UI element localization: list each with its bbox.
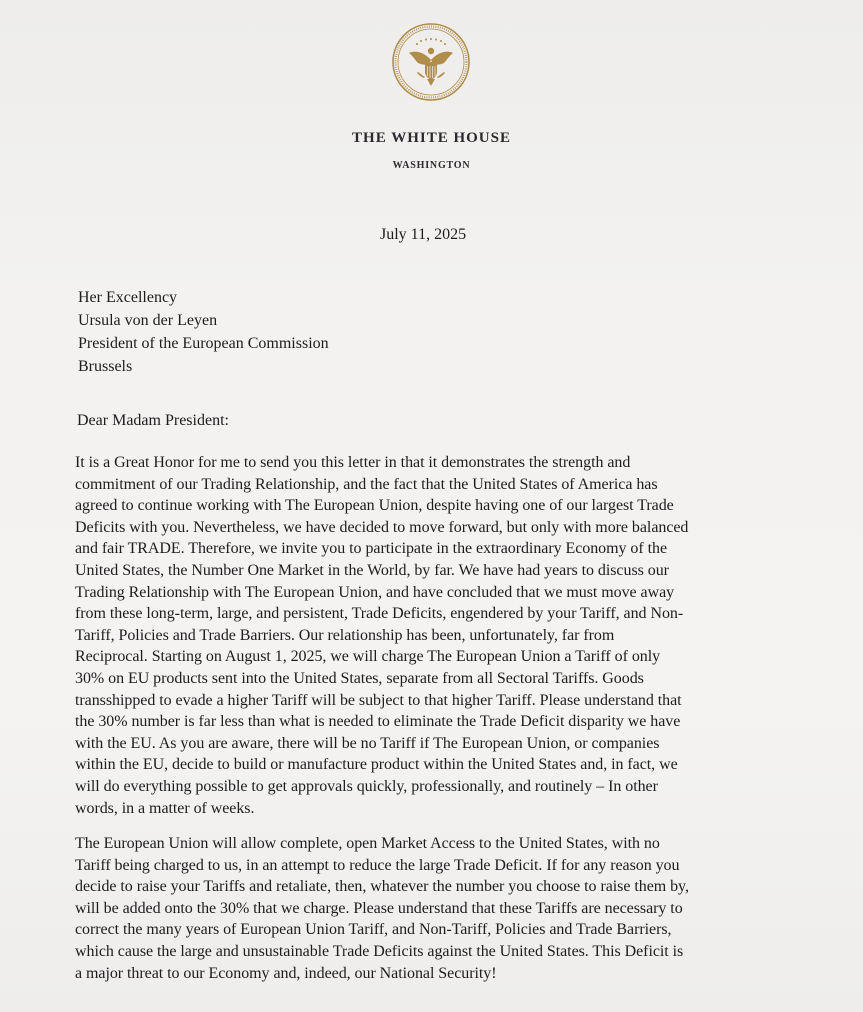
recipient-address	[78, 286, 329, 378]
paragraph-line: will be added onto the 30% that we charge. Please understand that these Tariffs are necessary to	[75, 899, 683, 917]
paragraph-line: It is a Great Honor for me to send you this letter in that it demonstrates the strength and	[75, 454, 631, 471]
paragraph-line: 30% on EU products sent into the United States, separate from all Sectoral Tariffs. Goods	[75, 669, 644, 687]
paragraph-line: which cause the large and unsustainable Trade Deficits against the United States. This Deficit is	[75, 942, 684, 960]
paragraph-line: with the EU. As you are aware, there will be no Tariff if The European Union, or companies	[75, 734, 660, 752]
paragraph-line: Tariff being charged to us, in an attempt to reduce the large Trade Deficit. If for any reason you	[75, 856, 680, 874]
paragraph-line: Tariff, Policies and Trade Barriers. Our relationship has been, unfortunately, far from	[75, 626, 615, 644]
salutation: Dear Madam President:	[77, 412, 229, 429]
paragraph-line: and fair TRADE. Therefore, we invite you to participate in the extraordinary Economy of the	[75, 540, 667, 558]
paragraph-line: The European Union will allow complete, open Market Access to the United States, with no	[75, 835, 660, 852]
paragraph-line: transshipped to evade a higher Tariff will be subject to that higher Tariff. Please understand that	[75, 691, 682, 709]
recipient-line: Her Excellency	[78, 289, 178, 306]
paragraph-line: Reciprocal. Starting on August 1, 2025, we will charge The European Union a Tariff of only	[75, 648, 661, 666]
paragraph-line: commitment of our Trading Relationship, and the fact that the United States of America has	[75, 475, 658, 493]
paragraph-line: agreed to continue working with The European Union, despite having one of our largest Trade	[75, 497, 674, 515]
paragraph-line: correct the many years of European Union Tariff, and Non-Tariff, Policies and Trade Barriers,	[75, 921, 672, 939]
letterhead-title: THE WHITE HOUSE	[352, 130, 511, 146]
paragraph-line: from these long-term, large, and persistent, Trade Deficits, engendered by your Tariff, and Non-	[75, 605, 684, 623]
recipient-line: President of the European Commission	[78, 335, 329, 352]
recipient-line: Brussels	[78, 358, 133, 375]
paragraph-line: United States, the Number One Market in the World, by far. We have had years to discuss our	[75, 561, 669, 579]
paragraph-line: will do everything possible to get approvals quickly, professionally, and routinely – In other	[75, 777, 658, 795]
paragraph-line: words, in a matter of weeks.	[75, 799, 255, 817]
paragraph-line: Trading Relationship with The European Union, and have concluded that we must move away	[75, 583, 675, 601]
letter-date: July 11, 2025	[380, 226, 467, 243]
recipient-line: Ursula von der Leyen	[78, 312, 218, 329]
body-paragraph-1	[75, 452, 850, 819]
presidential-seal-icon	[391, 22, 471, 102]
body-paragraph-2	[75, 833, 850, 984]
paragraph-line: Deficits with you. Nevertheless, we have decided to move forward, but only with more balanced	[75, 518, 689, 536]
paragraph-line: decide to raise your Tariffs and retaliate, then, whatever the number you choose to raise them by,	[75, 878, 689, 896]
paragraph-line: within the EU, decide to build or manufacture product within the United States and, in fact, we	[75, 756, 678, 774]
paragraph-line: the 30% number is far less than what is needed to eliminate the Trade Deficit disparity we have	[75, 713, 681, 731]
letterhead-subtitle: WASHINGTON	[392, 160, 471, 171]
paragraph-line: a major threat to our Economy and, indeed, our National Security!	[75, 964, 497, 982]
